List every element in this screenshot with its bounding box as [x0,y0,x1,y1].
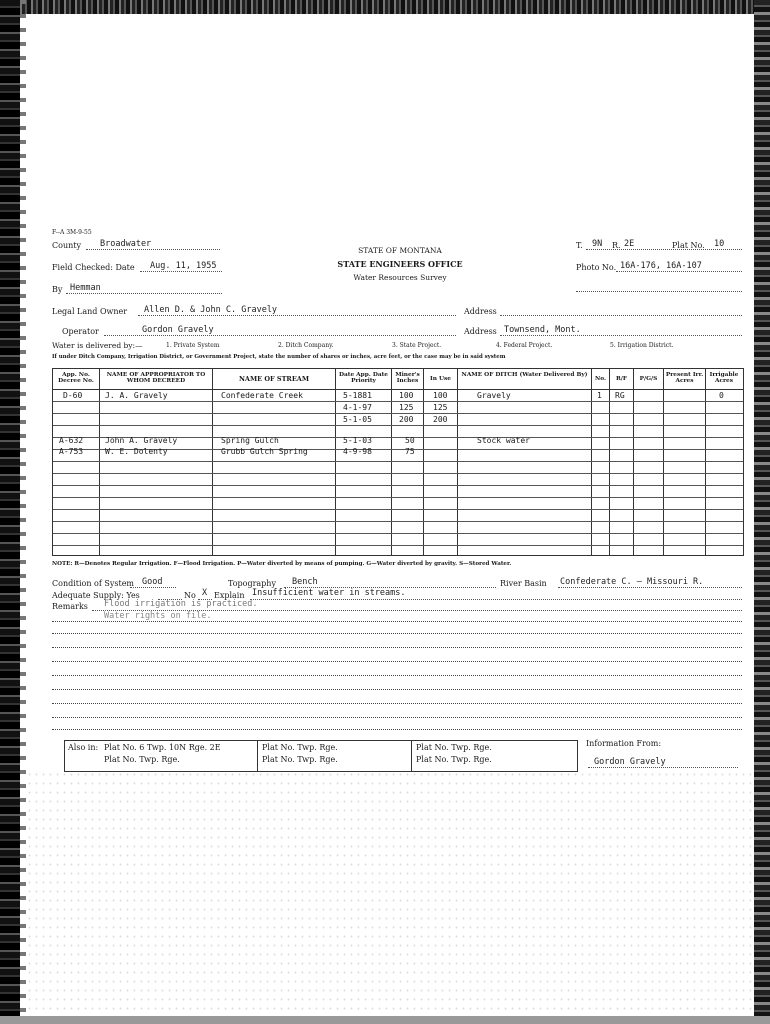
table-cell: 5-1881 [343,391,372,400]
water-rights-table [52,368,744,556]
table-cell: 0 [719,391,724,400]
info-from-value: Gordon Gravely [594,757,666,767]
topography-label: Topography [228,579,276,588]
also-in-cell: Plat No. Twp. Rge. [262,755,338,764]
table-cell: 5-1-05 [343,415,372,424]
table-cell: 100 [433,391,448,400]
topography-value: Bench [292,577,318,587]
address-label: Address [464,307,497,316]
col-header-rf: R/F [615,376,628,382]
agency-line1: STATE OF MONTANA [358,246,442,255]
table-cell: W. E. Dolenty [105,447,168,456]
table-cell: D-60 [63,391,83,400]
col-header-ditch: NAME OF DITCH (Water Delivered By) [461,372,588,378]
by-label: By [52,285,63,294]
delivery-option-4: 4. Federal Project. [496,342,553,349]
col-header-irrigable-acres: Irrigable Acres [709,372,739,384]
delivery-option-3: 3. State Project. [392,342,442,349]
photo-label: Photo No. [576,263,617,272]
scan-edge-bottom [0,1016,770,1024]
scan-edge-left [0,0,20,1024]
also-in-cell: Plat No. Twp. Rge. [262,743,338,752]
operator-address-label: Address [464,327,497,336]
supply-label: Adequate Supply: Yes [52,591,140,600]
by-value: Hemman [70,283,101,293]
also-in-cell: Plat No. Twp. Rge. [416,755,492,764]
delivery-option-2: 2. Ditch Company. [278,342,334,349]
table-cell: Confederate Creek [221,391,303,400]
col-header-app-no: App. No. Decree No. [58,372,94,384]
table-cell: 100 [399,391,414,400]
table-cell: 125 [399,403,414,412]
township-label: T. [576,241,583,250]
range-label: R. [612,241,621,250]
condition-label: Condition of System [52,579,135,588]
col-header-date: Date App. Date Priority [339,372,388,384]
also-in-cell: Plat No. Twp. Rge. [416,743,492,752]
table-cell: Grubb Gulch Spring [221,447,308,456]
col-header-stream: NAME OF STREAM [238,375,310,383]
remarks-label: Remarks [52,602,88,611]
range-value: 2E [624,239,635,249]
table-cell: 1 [597,391,602,400]
river-basin-value: Confederate C. — Missouri R. [560,577,704,587]
explain-label: Explain [214,591,245,600]
scan-grain [26,770,754,1016]
date-label: Field Checked: Date [52,263,135,272]
delivery-label: Water is delivered by:— [52,341,143,350]
col-header-pgs: P/G/S [639,376,658,382]
table-cell: A-632 [59,436,84,445]
remarks-line1: Flood irrigation is practiced. [104,599,258,609]
table-cell: 200 [399,415,414,424]
legal-owner-value: Allen D. & John C. Gravely [144,305,278,315]
col-header-no: No. [594,376,607,382]
also-in-label: Also in: [68,743,99,752]
table-cell: 4-9-98 [343,447,372,456]
table-cell: 200 [433,415,448,424]
also-in-row1: Plat No. 6 Twp. 10N Rge. 2E [104,743,221,752]
delivery-option-5: 5. Irrigation District. [610,342,674,349]
table-cell: A-753 [59,447,84,456]
table-cell: 4-1-97 [343,403,372,412]
no-label: No [184,591,196,600]
river-basin-label: River Basin [500,579,547,588]
col-header-miners-inches: Miner's Inches [395,372,420,384]
scan-edge-right [754,0,770,1024]
table-cell: John A. Gravely [105,436,178,445]
township-value: 9N [592,239,603,249]
remarks-line2: Water rights on file. [104,611,212,621]
operator-value: Gordon Gravely [142,325,214,335]
table-cell: RG [615,391,625,400]
operator-address-value: Townsend, Mont. [504,325,581,335]
condition-value: Good [142,577,163,587]
table-cell: Stock water [477,436,530,445]
no-value: X [202,588,208,598]
table-cell: 75 [405,447,415,456]
col-header-in-use: In Use [430,376,451,382]
table-cell: J. A. Gravely [105,391,168,400]
also-in-row2: Plat No. Twp. Rge. [104,755,180,764]
table-cell: Spring Gulch [221,436,279,445]
legend-note: NOTE: R—Denotes Regular Irrigation. F—Flood Irrigation. P—Water diverted by means of pumping. G—Water diverted by gravity. S—Stored Water. [52,561,512,567]
operator-label: Operator [62,327,99,336]
photo-value: 16A-176, 16A-107 [620,261,702,271]
table-cell: Gravely [477,391,511,400]
scan-edge-top [0,0,770,14]
table-cell: 125 [433,403,448,412]
plat-value: 10 [714,239,725,249]
agency-line3: Water Resources Survey [353,273,447,282]
county-value: Broadwater [100,239,152,249]
col-header-present-acres: Present Irr. Acres [665,372,704,384]
delivery-option-1: 1. Private System [166,342,220,349]
form-number: F--A 3M-9-55 [52,229,92,236]
delivery-note: If under Ditch Company, Irrigation District, or Government Project, state the number of shares or inches, acre feet, or the case may be in said system [52,354,506,360]
explain-value: Insufficient water in streams. [252,588,406,598]
table-cell: 5-1-03 [343,436,372,445]
plat-label: Plat No. [672,241,705,250]
county-label: County [52,241,81,250]
info-from-label: Information From: [586,739,662,748]
table-cell: 50 [405,436,415,445]
legal-owner-label: Legal Land Owner [52,307,128,316]
date-value: Aug. 11, 1955 [150,261,217,271]
col-header-appropriator: NAME OF APPROPRIATOR TO WHOM DECREED [106,372,206,384]
agency-line2: STATE ENGINEERS OFFICE [337,259,463,269]
